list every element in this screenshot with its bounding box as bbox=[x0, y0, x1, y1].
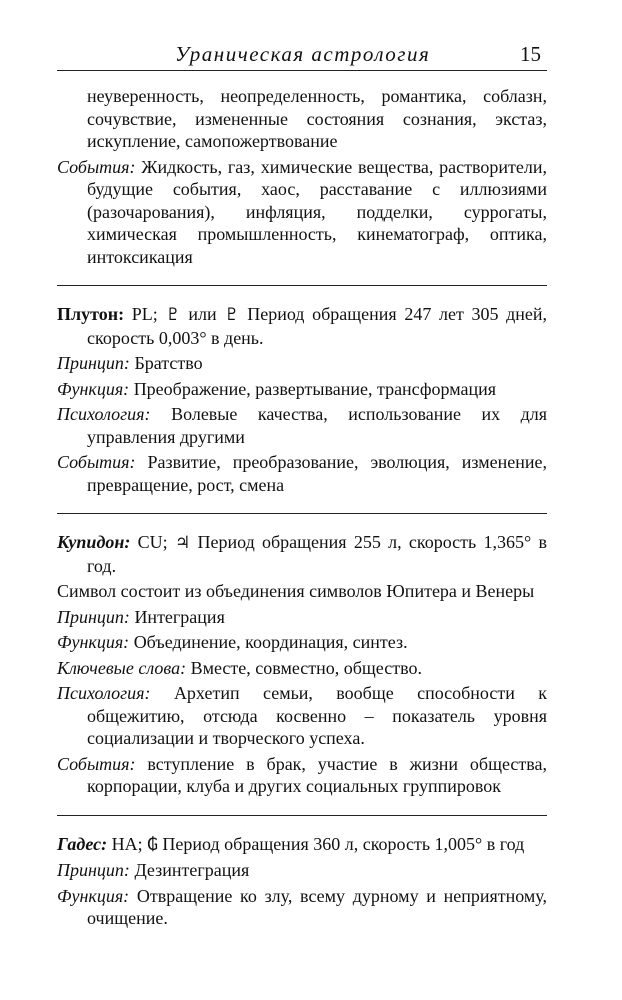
running-header bbox=[57, 40, 547, 68]
events-text: Жидкость, газ, химические вещества, растворители, будущие события, хаос, расставание с иллюзиями (разочарования), инфляция, подделки, суррогаты, химическая промышленность, кинематограф, оптика, интоксикация bbox=[87, 156, 547, 267]
pluto-or: или bbox=[188, 304, 217, 324]
header-rule bbox=[57, 70, 547, 71]
cupido-name: Купидон: bbox=[57, 532, 131, 552]
cupido-symbol-icon: ♃ bbox=[174, 533, 191, 553]
continued-text: неуверенность, неопределенность, романтика, соблазн, сочувствие, измененные состояния сознания, экстаз, искупление, самопожертвование bbox=[87, 86, 547, 151]
pluto-heading bbox=[57, 303, 547, 349]
neptune-continuation bbox=[57, 85, 547, 268]
pluto-function: Функция: Преображение, развертывание, трансформация bbox=[57, 378, 497, 399]
pluto-psychology: Психология: Волевые качества, использование их для управления другими bbox=[57, 404, 548, 447]
cupido-events: События: вступление в брак, участие в жизни общества, корпорации, клуба и других социальных группировок bbox=[57, 753, 547, 796]
cupido-principle: Принцип: Интеграция bbox=[57, 606, 225, 627]
pluto-section bbox=[57, 303, 547, 496]
pluto-events: События: Развитие, преобразование, эволюция, изменение, превращение, рост, смена bbox=[57, 452, 547, 495]
hades-name: Гадес: bbox=[57, 833, 108, 854]
pluto-principle: Принцип: Братство bbox=[57, 353, 203, 373]
section-divider bbox=[57, 285, 547, 286]
pluto-period: Период обращения 247 лет 305 дней, скорость 0,003° в день. bbox=[87, 304, 548, 348]
pluto-symbol-icon: ♇ bbox=[165, 305, 181, 325]
events-entry bbox=[57, 156, 547, 269]
pluto-alt-symbol-icon: ♇ bbox=[224, 305, 240, 325]
cupido-abbr: CU; bbox=[137, 532, 168, 552]
cupido-psychology: Психология: Архетип семьи, вообще способности к общежитию, отсюда косвенно – показатель уровня социализации и творческого успеха. bbox=[57, 683, 547, 748]
cupido-period: Период обращения 255 л, скорость 1,365° в год. bbox=[87, 532, 547, 576]
running-title: Ураническая астрология bbox=[175, 42, 431, 66]
hades-symbol-icon: ₲ bbox=[147, 834, 158, 855]
hades-principle: Принцип: Дезинтеграция bbox=[57, 860, 250, 880]
hades-heading bbox=[57, 833, 547, 857]
pluto-name: Плутон: bbox=[57, 304, 125, 324]
events-label: События: bbox=[57, 156, 136, 177]
cupido-section bbox=[57, 531, 547, 798]
page-number: 15 bbox=[520, 42, 541, 66]
hades-function: Функция: Отвращение ко злу, всему дурному и неприятному, очищение. bbox=[57, 885, 548, 928]
cupido-heading bbox=[57, 531, 547, 577]
pluto-abbr: PL; bbox=[131, 304, 158, 324]
cupido-keywords: Ключевые слова: Вместе, совместно, общество. bbox=[57, 657, 422, 678]
section-divider bbox=[57, 513, 547, 514]
hades-period: Период обращения 360 л, скорость 1,005° в год bbox=[162, 833, 525, 854]
cupido-function: Функция: Объединение, координация, синтез. bbox=[57, 632, 408, 652]
hades-abbr: HA; bbox=[111, 833, 143, 854]
book-page bbox=[57, 40, 547, 933]
section-divider bbox=[57, 815, 547, 816]
hades-section bbox=[57, 833, 547, 930]
cupido-symbol-note: Символ состоит из объединения символов Юпитера и Венеры bbox=[57, 581, 535, 601]
